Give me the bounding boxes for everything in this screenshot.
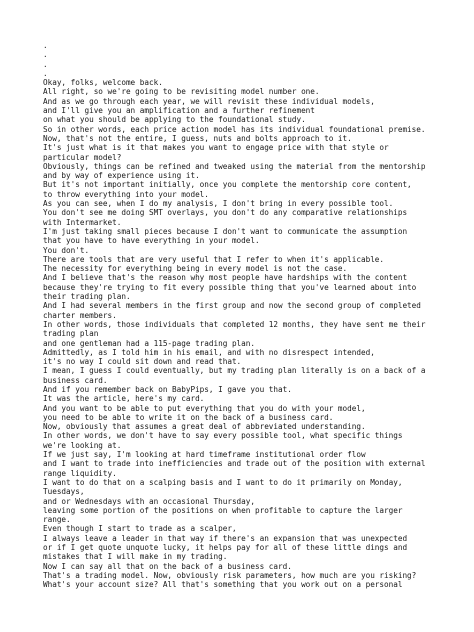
text-line: or if I get quote unquote lucky, it helps pay for all of these little dings and: [43, 543, 408, 553]
text-line: It's just what is it that makes you want to engage price with that style or: [43, 143, 389, 153]
text-line: In other words, those individuals that completed 12 months, they have sent me their: [43, 319, 426, 329]
text-line: It was the article, here's my card.: [43, 394, 205, 404]
text-line: .: [43, 50, 48, 60]
text-line: and I want to trade into inefficiencies and trade out of the position with external: [43, 459, 426, 469]
text-line: range.: [43, 515, 71, 525]
text-line: on what you should be applying to the foundational study.: [43, 115, 306, 125]
transcript-text: [43, 41, 471, 590]
text-line: I'm just taking small pieces because I don't want to communicate the assumption: [43, 226, 408, 236]
text-line: their trading plan.: [43, 292, 131, 302]
text-line: it's no way I could sit down and read that.: [43, 357, 242, 367]
text-line: .: [43, 41, 48, 50]
text-line: and by way of experience using it.: [43, 171, 200, 181]
text-line: As you can see, when I do my analysis, I don't bring in every possible tool.: [43, 199, 394, 209]
text-line: That's a trading model. Now, obviously risk parameters, how much are you risking?: [43, 570, 417, 580]
text-line: And I believe that's the reason why most people have hardships with the content: [43, 273, 408, 283]
text-line: Tuesdays,: [43, 487, 85, 497]
text-line: and or Wednesdays with an occasional Thursday,: [43, 496, 255, 506]
text-line: So in other words, each price action model has its individual foundational premise.: [43, 124, 426, 134]
text-line: .: [43, 68, 48, 78]
text-line: trading plan: [43, 329, 99, 339]
text-line: There are tools that are very useful that I refer to when it's applicable.: [43, 254, 385, 264]
text-line: You don't see me doing SMT overlays, you don't do any comparative relationships: [43, 208, 408, 218]
text-line: particular model?: [43, 152, 122, 162]
text-line: we're looking at.: [43, 440, 122, 450]
text-line: And you want to be able to put everything that you do with your model,: [43, 403, 366, 413]
text-line: leaving some portion of the positions on when profitable to capture the larger: [43, 505, 403, 515]
text-line: And I had several members in the first group and now the second group of completed: [43, 301, 421, 311]
text-line: What's your account size? All that's something that you work out on a personal: [43, 580, 403, 590]
text-line: All right, so we're going to be revisiting model number one.: [43, 87, 320, 97]
text-line: The necessity for everything being in every model is not the case.: [43, 264, 348, 274]
text-line: mistakes that I will make in my trading.: [43, 552, 228, 562]
text-line: Now, obviously that assumes a great deal of abbreviated understanding.: [43, 422, 366, 432]
text-line: You don't.: [43, 245, 90, 255]
text-line: Now I can say all that on the back of a business card.: [43, 561, 292, 571]
text-line: you need to be able to write it on the back of a business card.: [43, 412, 334, 422]
text-line: to throw everything into your model.: [43, 189, 209, 199]
text-line: because they're trying to fit every possible thing that you've learned about into: [43, 282, 417, 292]
text-line: Now, that's not the entire, I guess, nuts and bolts approach to it.: [43, 133, 352, 143]
text-line: Even though I start to trade as a scalper,: [43, 524, 237, 534]
text-line: and I'll give you an amplification and a further refinement: [43, 106, 315, 116]
text-line: and one gentleman had a 115-page trading plan.: [43, 338, 255, 348]
text-line: with Intermarket.: [43, 217, 122, 227]
text-line: Admittedly, as I told him in his email, and with no disrespect intended,: [43, 347, 375, 357]
text-line: Okay, folks, welcome back.: [43, 78, 163, 88]
text-line: range liquidity.: [43, 468, 117, 478]
text-line: And if you remember back on BabyPips, I gave you that.: [43, 384, 292, 394]
text-line: business card.: [43, 375, 108, 385]
text-line: And as we go through each year, we will revisit these individual models,: [43, 96, 375, 106]
text-line: In other words, we don't have to say every possible tool, what specific things: [43, 431, 403, 441]
text-line: I mean, I guess I could eventually, but my trading plan literally is on a back of a: [43, 366, 426, 376]
text-line: I always leave a leader in that way if there's an expansion that was unexpected: [43, 533, 408, 543]
text-line: .: [43, 59, 48, 69]
text-line: charter members.: [43, 310, 117, 320]
text-line: that you have to have everything in your model.: [43, 236, 260, 246]
text-line: Obviously, things can be refined and tweaked using the material from the mentorship: [43, 161, 426, 171]
text-line: But it's not important initially, once you complete the mentorship core content,: [43, 180, 412, 190]
text-line: If we just say, I'm looking at hard timeframe institutional order flow: [43, 450, 366, 460]
text-line: I want to do that on a scalping basis and I want to do it primarily on Monday,: [43, 477, 403, 487]
